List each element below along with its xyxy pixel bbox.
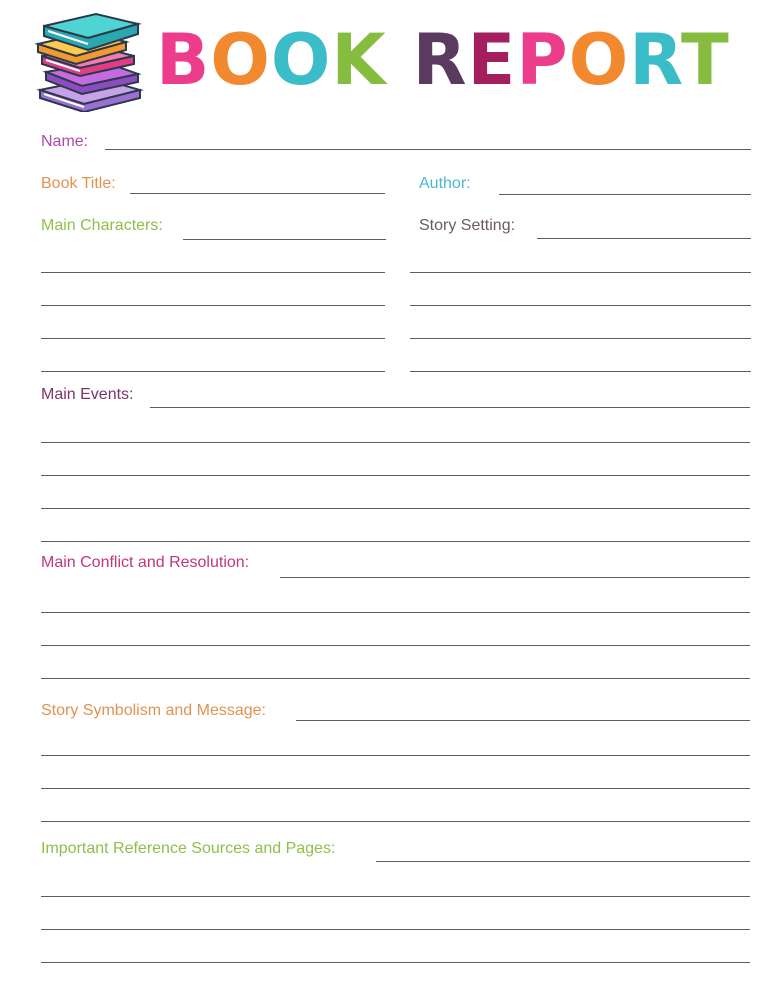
references-field[interactable] [376,861,750,862]
story-setting-field[interactable] [537,238,751,239]
logo [34,10,146,112]
main-events-line[interactable] [41,508,750,509]
story-setting-line[interactable] [410,371,751,372]
author-label: Author: [419,175,471,192]
title-letter: R [412,19,468,101]
title-letter: T [680,19,730,101]
title-letter: E [467,19,517,101]
symbolism-line[interactable] [41,821,750,822]
references-line[interactable] [41,896,750,897]
title-letter: P [516,19,569,101]
main-characters-line[interactable] [41,338,385,339]
symbolism-label: Story Symbolism and Message: [41,702,266,719]
main-events-label: Main Events: [41,386,134,403]
name-label: Name: [41,133,89,150]
main-conflict-field[interactable] [280,577,750,578]
page-title [156,19,730,101]
book-title-label: Book Title: [41,175,116,192]
main-conflict-label: Main Conflict and Resolution: [41,554,250,571]
symbolism-line[interactable] [41,788,750,789]
main-conflict-line[interactable] [41,645,750,646]
main-conflict-line[interactable] [41,678,750,679]
main-conflict-line[interactable] [41,612,750,613]
story-setting-line[interactable] [410,305,751,306]
main-characters-label: Main Characters: [41,217,163,234]
title-letter: O [210,19,271,101]
title-letter: O [568,19,630,101]
name-field[interactable] [105,149,751,150]
main-characters-line[interactable] [41,272,385,273]
story-setting-label: Story Setting: [419,217,516,234]
references-line[interactable] [41,962,750,963]
title-letter: B [156,19,211,101]
references-line[interactable] [41,929,750,930]
title-letter: O [270,19,332,101]
main-events-line[interactable] [41,541,750,542]
references-label: Important Reference Sources and Pages: [41,840,336,857]
main-characters-line[interactable] [41,371,385,372]
symbolism-line[interactable] [41,755,750,756]
story-setting-line[interactable] [410,338,751,339]
author-field[interactable] [499,194,751,195]
main-events-line[interactable] [41,475,750,476]
title-letter: R [629,19,681,101]
main-characters-field[interactable] [183,239,386,240]
story-setting-line[interactable] [410,272,751,273]
title-letter: K [331,19,387,101]
stack-of-books-icon [34,10,146,112]
main-events-line[interactable] [41,442,750,443]
main-events-field[interactable] [150,407,750,408]
book-title-field[interactable] [130,193,385,194]
main-characters-line[interactable] [41,305,385,306]
symbolism-field[interactable] [296,720,750,721]
